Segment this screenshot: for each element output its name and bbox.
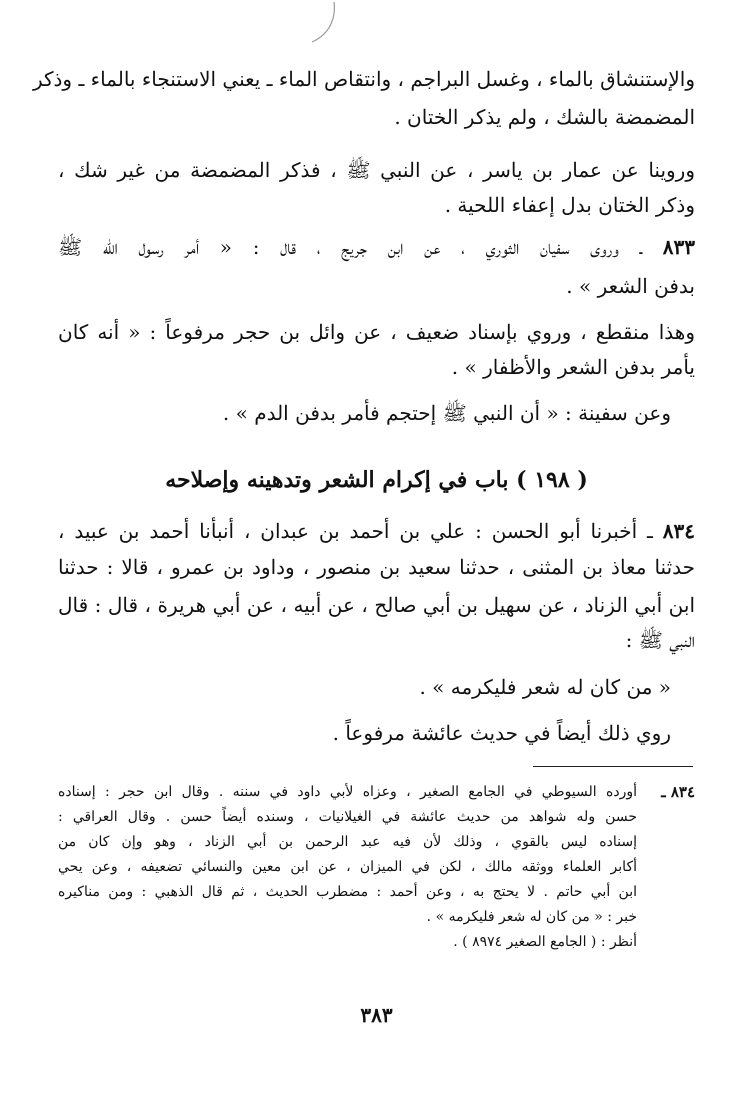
body-line-6: بدفن الشعر » . — [566, 274, 695, 298]
hadith-834-text: ـ أخبرنا أبو الحسن : علي بن أحمد بن عبدان ، أنبأنا أحمد بن عبيد ، — [58, 519, 653, 543]
footnote-line-6: خبر : « من كان له شعر فليكرمه » . — [426, 909, 637, 925]
hadith-833-line-1 — [58, 232, 695, 262]
hadith-833-number: ٨٣٣ — [662, 235, 696, 259]
body-line-8: يأمر بدفن الشعر والأظفار » . — [451, 355, 695, 379]
footnote-number: ٨٣٤ ـ — [661, 783, 695, 801]
footnote-line-4: أكابر العلماء ووثقه مالك ، لكن في الميزان ، عن ابن معين والنسائي تضعيفه ، وعن يحي — [58, 859, 637, 875]
footnote-line-5: ابن أبي حاتم . لا يحتج به ، وعن أحمد : مضطرب الحديث ، ثم قال الذهبي : ومن مناكيره — [58, 884, 637, 900]
footnote-line-3: إسناده ليس بالقوي ، وذلك لأن فيه عبد الرحمن بن أبي الزناد ، وهو وإن كان من — [58, 834, 637, 850]
body-line-2: المضمضة بالشك ، ولم يذكر الختان . — [394, 105, 695, 129]
body-line-4: وذكر الختان بدل إعفاء اللحية . — [444, 193, 695, 217]
footnote-line-7: أنظر : ( الجامع الصغير ٨٩٧٤ ) . — [453, 934, 637, 950]
hadith-834-line-1 — [58, 516, 695, 546]
hadith-834-line-3: ابن أبي الزناد ، عن سهيل بن أبي صالح ، عن أبيه ، عن أبي هريرة ، قال : قال — [58, 593, 695, 617]
hadith-834-quote: « من كان له شعر فليكرمه » . — [419, 675, 671, 699]
scan-artifact-mark — [300, 0, 340, 48]
hadith-833-text: ـ وروى سفيان الثوري ، عن ابن جريج ، قال : « أمر رسول الله ﷺ — [58, 235, 643, 259]
chapter-heading: ( ١٩٨ ) باب في إكرام الشعر وتدهينه وإصلاحه — [165, 467, 588, 493]
body-line-9: وعن سفينة : « أن النبي ﷺ إحتجم فأمر بدفن الدم » . — [222, 401, 671, 425]
footnote-line-1: أورده السيوطي في الجامع الصغير ، وعزاه لأبي داود في سننه . وقال ابن حجر : إسناده — [58, 784, 637, 800]
page-number: ٣٨٣ — [360, 1003, 393, 1027]
body-line-7: وهذا منقطع ، وروي بإسناد ضعيف ، عن وائل بن حجر مرفوعاً : « أنه كان — [58, 320, 695, 344]
hadith-834-number: ٨٣٤ — [662, 519, 695, 543]
hadith-834-line-2: حدثنا معاذ بن المثنى ، حدثنا سعيد بن منصور ، وداود بن عمرو ، قالا : حدثنا — [58, 555, 695, 579]
hadith-834-line-4: النبي ﷺ : — [625, 628, 695, 652]
body-line-1: والإستنشاق بالماء ، وغسل البراجم ، وانتقاص الماء ـ يعني الاستنجاء بالماء ـ وذكر — [32, 67, 695, 91]
body-line-3: وروينا عن عمار بن ياسر ، عن النبي ﷺ ، فذكر المضمضة من غير شك ، — [58, 158, 695, 182]
footnote-separator — [533, 766, 693, 767]
hadith-834-note: روي ذلك أيضاً في حديث عائشة مرفوعاً . — [332, 721, 671, 745]
footnote-line-2: حسن وله شواهد من حديث عائشة في الغيلانيات ، وسنده أيضاً حسن . وقال العراقي : — [58, 809, 637, 825]
